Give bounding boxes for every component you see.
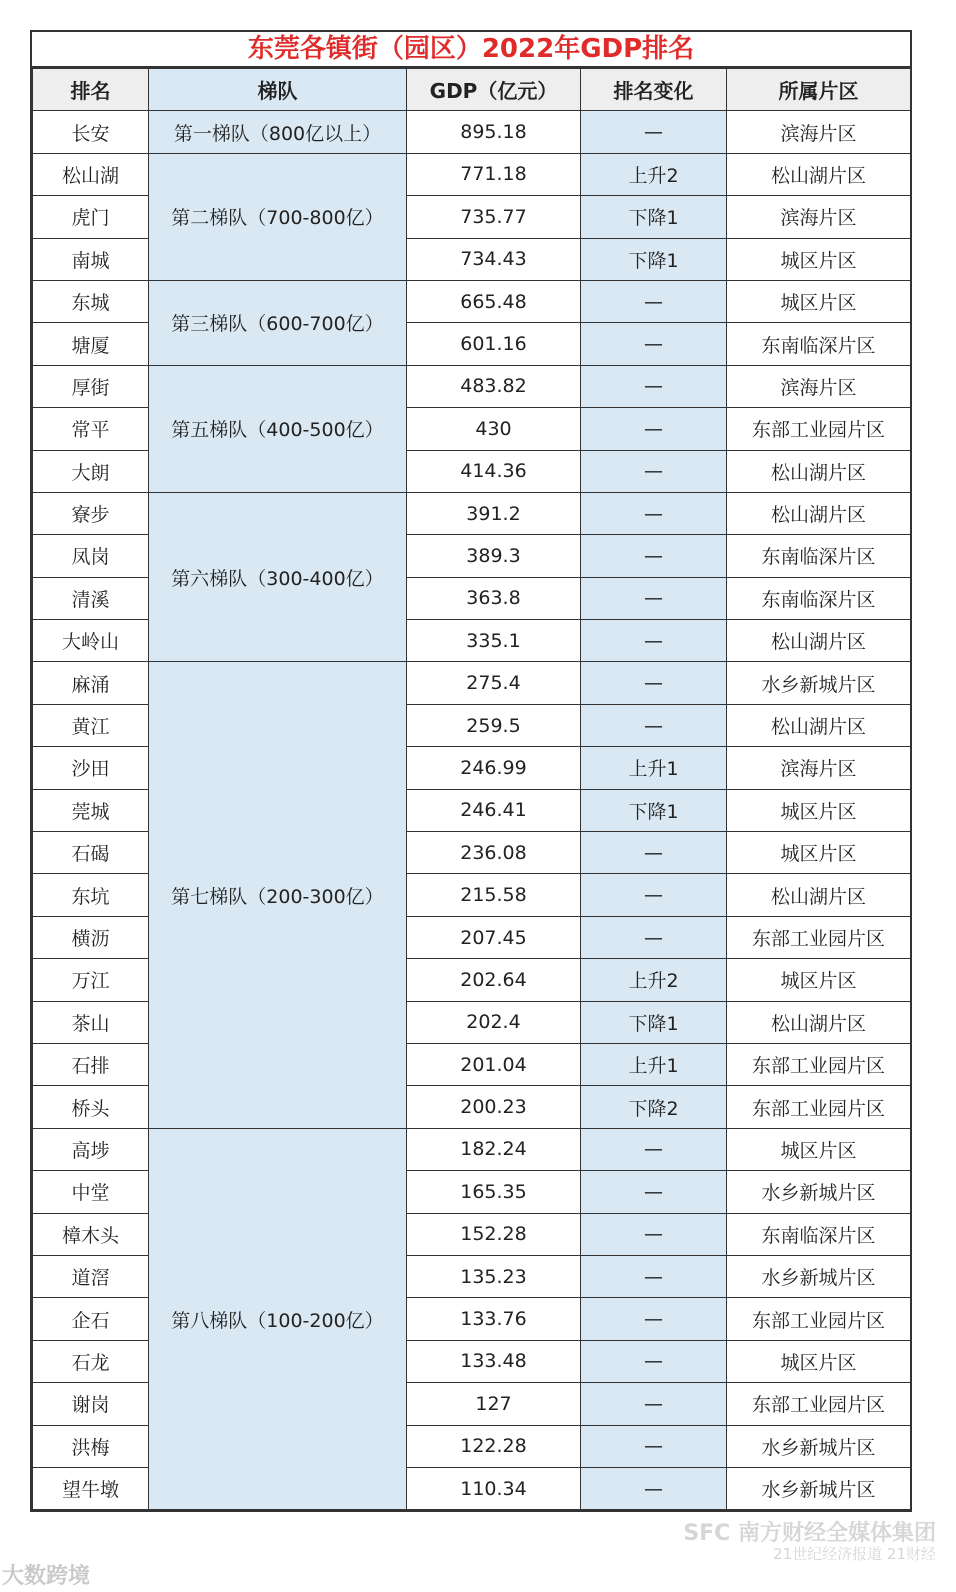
gdp-cell: 483.82 bbox=[407, 365, 581, 407]
town-name-cell: 南城 bbox=[33, 238, 149, 280]
gdp-cell: 430 bbox=[407, 408, 581, 450]
rank-change-cell: 上升1 bbox=[581, 1043, 727, 1085]
rank-change-cell: — bbox=[581, 704, 727, 746]
rank-change-cell: — bbox=[581, 1340, 727, 1382]
gdp-cell: 391.2 bbox=[407, 492, 581, 534]
rank-change-cell: 下降1 bbox=[581, 238, 727, 280]
gdp-cell: 133.76 bbox=[407, 1298, 581, 1340]
town-name-cell: 石碣 bbox=[33, 832, 149, 874]
town-name-cell: 黄江 bbox=[33, 704, 149, 746]
gdp-cell: 414.36 bbox=[407, 450, 581, 492]
rank-change-cell: — bbox=[581, 620, 727, 662]
gdp-cell: 236.08 bbox=[407, 832, 581, 874]
rank-change-cell: — bbox=[581, 1298, 727, 1340]
gdp-cell: 202.4 bbox=[407, 1001, 581, 1043]
tier-cell: 第七梯队（200-300亿） bbox=[149, 662, 407, 1128]
gdp-cell: 895.18 bbox=[407, 111, 581, 153]
rank-change-cell: 上升1 bbox=[581, 747, 727, 789]
area-cell: 滨海片区 bbox=[727, 365, 911, 407]
table-row bbox=[33, 662, 911, 704]
rank-change-cell: — bbox=[581, 280, 727, 322]
gdp-cell: 215.58 bbox=[407, 874, 581, 916]
gdp-cell: 202.64 bbox=[407, 959, 581, 1001]
table-row bbox=[33, 111, 911, 153]
watermark-left: 大数跨境 bbox=[2, 1564, 91, 1589]
rank-change-cell: — bbox=[581, 1128, 727, 1170]
town-name-cell: 万江 bbox=[33, 959, 149, 1001]
area-cell: 水乡新城片区 bbox=[727, 1467, 911, 1509]
rank-change-cell: — bbox=[581, 111, 727, 153]
rank-change-cell: — bbox=[581, 1255, 727, 1297]
area-cell: 松山湖片区 bbox=[727, 874, 911, 916]
area-cell: 滨海片区 bbox=[727, 111, 911, 153]
table-title: 东莞各镇街（园区）2022年GDP排名 bbox=[32, 32, 910, 68]
gdp-cell: 275.4 bbox=[407, 662, 581, 704]
area-cell: 东部工业园片区 bbox=[727, 1298, 911, 1340]
rank-change-cell: 下降1 bbox=[581, 1001, 727, 1043]
rank-change-cell: — bbox=[581, 916, 727, 958]
town-name-cell: 洪梅 bbox=[33, 1425, 149, 1467]
table-row bbox=[33, 492, 911, 534]
rank-change-cell: — bbox=[581, 577, 727, 619]
town-name-cell: 虎门 bbox=[33, 196, 149, 238]
watermark-right-line1: SFC 南方财经全媒体集团 bbox=[683, 1521, 936, 1546]
gdp-cell: 110.34 bbox=[407, 1467, 581, 1509]
header-name: 排名 bbox=[33, 69, 149, 111]
tier-cell: 第五梯队（400-500亿） bbox=[149, 365, 407, 492]
town-name-cell: 大岭山 bbox=[33, 620, 149, 662]
area-cell: 滨海片区 bbox=[727, 747, 911, 789]
area-cell: 东南临深片区 bbox=[727, 577, 911, 619]
area-cell: 城区片区 bbox=[727, 1340, 911, 1382]
area-cell: 水乡新城片区 bbox=[727, 1171, 911, 1213]
rank-change-cell: — bbox=[581, 450, 727, 492]
town-name-cell: 中堂 bbox=[33, 1171, 149, 1213]
rank-change-cell: — bbox=[581, 408, 727, 450]
gdp-cell: 246.99 bbox=[407, 747, 581, 789]
town-name-cell: 沙田 bbox=[33, 747, 149, 789]
gdp-cell: 601.16 bbox=[407, 323, 581, 365]
gdp-cell: 182.24 bbox=[407, 1128, 581, 1170]
area-cell: 水乡新城片区 bbox=[727, 1255, 911, 1297]
area-cell: 东部工业园片区 bbox=[727, 1086, 911, 1128]
gdp-cell: 200.23 bbox=[407, 1086, 581, 1128]
area-cell: 东部工业园片区 bbox=[727, 408, 911, 450]
town-name-cell: 茶山 bbox=[33, 1001, 149, 1043]
town-name-cell: 樟木头 bbox=[33, 1213, 149, 1255]
area-cell: 城区片区 bbox=[727, 789, 911, 831]
town-name-cell: 塘厦 bbox=[33, 323, 149, 365]
rank-change-cell: — bbox=[581, 1213, 727, 1255]
gdp-cell: 152.28 bbox=[407, 1213, 581, 1255]
rank-change-cell: — bbox=[581, 1467, 727, 1509]
gdp-cell: 363.8 bbox=[407, 577, 581, 619]
area-cell: 松山湖片区 bbox=[727, 450, 911, 492]
area-cell: 东南临深片区 bbox=[727, 323, 911, 365]
town-name-cell: 松山湖 bbox=[33, 153, 149, 195]
rank-change-cell: — bbox=[581, 535, 727, 577]
area-cell: 松山湖片区 bbox=[727, 704, 911, 746]
watermark-right-line2: 21世纪经济报道 21财经 bbox=[773, 1545, 936, 1563]
tier-cell: 第八梯队（100-200亿） bbox=[149, 1128, 407, 1510]
tier-cell: 第六梯队（300-400亿） bbox=[149, 492, 407, 662]
gdp-cell: 771.18 bbox=[407, 153, 581, 195]
gdp-cell: 734.43 bbox=[407, 238, 581, 280]
rank-change-cell: — bbox=[581, 323, 727, 365]
area-cell: 松山湖片区 bbox=[727, 620, 911, 662]
town-name-cell: 东城 bbox=[33, 280, 149, 322]
gdp-cell: 735.77 bbox=[407, 196, 581, 238]
header-row bbox=[33, 69, 911, 111]
town-name-cell: 大朗 bbox=[33, 450, 149, 492]
rank-change-cell: — bbox=[581, 832, 727, 874]
town-name-cell: 东坑 bbox=[33, 874, 149, 916]
area-cell: 东部工业园片区 bbox=[727, 1043, 911, 1085]
gdp-cell: 207.45 bbox=[407, 916, 581, 958]
area-cell: 城区片区 bbox=[727, 280, 911, 322]
gdp-cell: 165.35 bbox=[407, 1171, 581, 1213]
rank-change-cell: 下降1 bbox=[581, 789, 727, 831]
tier-cell: 第一梯队（800亿以上） bbox=[149, 111, 407, 153]
header-area: 所属片区 bbox=[727, 69, 911, 111]
watermark-right bbox=[683, 1521, 936, 1564]
rank-change-cell: — bbox=[581, 1383, 727, 1425]
town-name-cell: 高埗 bbox=[33, 1128, 149, 1170]
area-cell: 水乡新城片区 bbox=[727, 662, 911, 704]
town-name-cell: 石排 bbox=[33, 1043, 149, 1085]
area-cell: 松山湖片区 bbox=[727, 492, 911, 534]
town-name-cell: 桥头 bbox=[33, 1086, 149, 1128]
rank-change-cell: — bbox=[581, 365, 727, 407]
tier-cell: 第三梯队（600-700亿） bbox=[149, 280, 407, 365]
rank-change-cell: — bbox=[581, 662, 727, 704]
gdp-ranking-table bbox=[32, 68, 911, 1510]
rank-change-cell: 下降2 bbox=[581, 1086, 727, 1128]
area-cell: 城区片区 bbox=[727, 238, 911, 280]
rank-change-cell: — bbox=[581, 874, 727, 916]
table-row bbox=[33, 280, 911, 322]
rank-change-cell: — bbox=[581, 1171, 727, 1213]
town-name-cell: 谢岗 bbox=[33, 1383, 149, 1425]
area-cell: 城区片区 bbox=[727, 1128, 911, 1170]
town-name-cell: 莞城 bbox=[33, 789, 149, 831]
gdp-cell: 335.1 bbox=[407, 620, 581, 662]
area-cell: 滨海片区 bbox=[727, 196, 911, 238]
area-cell: 东南临深片区 bbox=[727, 1213, 911, 1255]
gdp-cell: 122.28 bbox=[407, 1425, 581, 1467]
table-row bbox=[33, 365, 911, 407]
town-name-cell: 清溪 bbox=[33, 577, 149, 619]
town-name-cell: 凤岗 bbox=[33, 535, 149, 577]
gdp-cell: 201.04 bbox=[407, 1043, 581, 1085]
rank-change-cell: — bbox=[581, 1425, 727, 1467]
gdp-cell: 133.48 bbox=[407, 1340, 581, 1382]
gdp-cell: 665.48 bbox=[407, 280, 581, 322]
header-tier: 梯队 bbox=[149, 69, 407, 111]
town-name-cell: 麻涌 bbox=[33, 662, 149, 704]
gdp-cell: 246.41 bbox=[407, 789, 581, 831]
table-row bbox=[33, 153, 911, 195]
table-body bbox=[33, 111, 911, 1510]
area-cell: 松山湖片区 bbox=[727, 153, 911, 195]
gdp-cell: 259.5 bbox=[407, 704, 581, 746]
header-gdp: GDP（亿元） bbox=[407, 69, 581, 111]
rank-change-cell: 上升2 bbox=[581, 959, 727, 1001]
gdp-cell: 135.23 bbox=[407, 1255, 581, 1297]
area-cell: 水乡新城片区 bbox=[727, 1425, 911, 1467]
area-cell: 东部工业园片区 bbox=[727, 1383, 911, 1425]
town-name-cell: 望牛墩 bbox=[33, 1467, 149, 1509]
rank-change-cell: — bbox=[581, 492, 727, 534]
town-name-cell: 寮步 bbox=[33, 492, 149, 534]
town-name-cell: 企石 bbox=[33, 1298, 149, 1340]
tier-cell: 第二梯队（700-800亿） bbox=[149, 153, 407, 280]
gdp-cell: 389.3 bbox=[407, 535, 581, 577]
header-change: 排名变化 bbox=[581, 69, 727, 111]
town-name-cell: 常平 bbox=[33, 408, 149, 450]
area-cell: 东南临深片区 bbox=[727, 535, 911, 577]
town-name-cell: 厚街 bbox=[33, 365, 149, 407]
area-cell: 东部工业园片区 bbox=[727, 916, 911, 958]
rank-change-cell: 上升2 bbox=[581, 153, 727, 195]
area-cell: 松山湖片区 bbox=[727, 1001, 911, 1043]
town-name-cell: 石龙 bbox=[33, 1340, 149, 1382]
area-cell: 城区片区 bbox=[727, 832, 911, 874]
town-name-cell: 长安 bbox=[33, 111, 149, 153]
gdp-cell: 127 bbox=[407, 1383, 581, 1425]
rank-change-cell: 下降1 bbox=[581, 196, 727, 238]
gdp-ranking-table-container bbox=[30, 30, 912, 1512]
town-name-cell: 道滘 bbox=[33, 1255, 149, 1297]
area-cell: 城区片区 bbox=[727, 959, 911, 1001]
table-row bbox=[33, 1128, 911, 1170]
town-name-cell: 横沥 bbox=[33, 916, 149, 958]
